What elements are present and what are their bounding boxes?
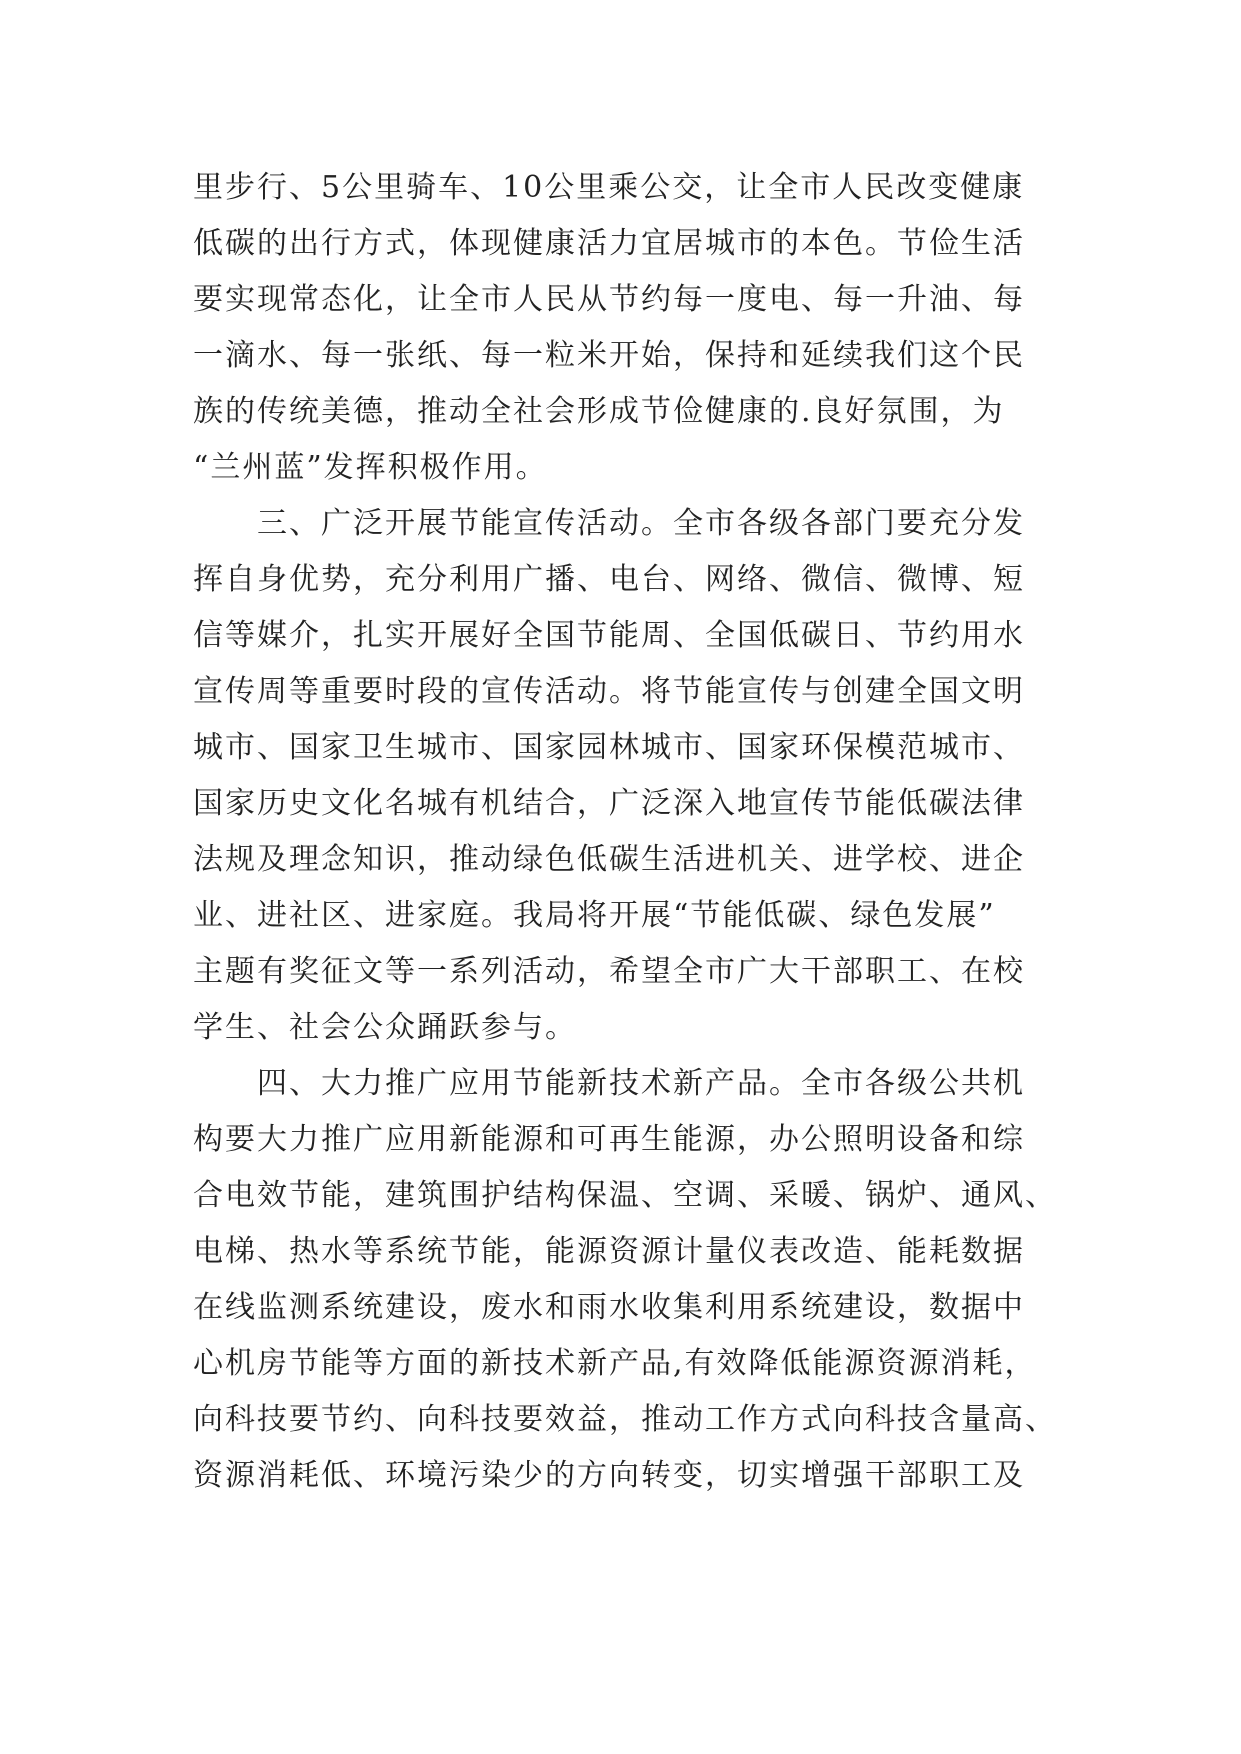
text-line: 心机房节能等方面的新技术新产品,有效降低能源资源消耗， [193, 1346, 1037, 1381]
text-line: 挥自身优势，充分利用广播、电台、网络、微信、微博、短 [193, 562, 1025, 597]
text-line: 电梯、热水等系统节能，能源资源计量仪表改造、能耗数据 [193, 1234, 1025, 1269]
text-line: 法规及理念知识，推动绿色低碳生活进机关、进学校、进企 [193, 842, 1025, 877]
text-line: 业、进社区、进家庭。我局将开展“节能低碳、绿色发展” [193, 898, 996, 933]
text-line: 低碳的出行方式，体现健康活力宜居城市的本色。节俭生活 [193, 226, 1025, 261]
text-line: 宣传周等重要时段的宣传活动。将节能宣传与创建全国文明 [193, 674, 1025, 709]
document-body [193, 160, 1073, 1504]
text-line: 里步行、5公里骑车、10公里乘公交，让全市人民改变健康 [193, 170, 1025, 205]
text-line: 国家历史文化名城有机结合，广泛深入地宣传节能低碳法律 [193, 786, 1025, 821]
text-line: 主题有奖征文等一系列活动，希望全市广大干部职工、在校 [193, 954, 1025, 989]
text-line: 城市、国家卫生城市、国家园林城市、国家环保模范城市、 [193, 730, 1025, 765]
text-line: 三、广泛开展节能宣传活动。全市各级各部门要充分发 [193, 506, 1025, 541]
text-line: 向科技要节约、向科技要效益，推动工作方式向科技含量高、 [193, 1402, 1057, 1437]
text-line: 合电效节能，建筑围护结构保温、空调、采暖、锅炉、通风、 [193, 1178, 1057, 1213]
text-line: 信等媒介，扎实开展好全国节能周、全国低碳日、节约用水 [193, 618, 1025, 653]
text-line: 学生、社会公众踊跃参与。 [193, 1010, 577, 1045]
text-line: 族的传统美德，推动全社会形成节俭健康的.良好氛围，为 [193, 394, 1005, 429]
text-line: 四、大力推广应用节能新技术新产品。全市各级公共机 [193, 1066, 1025, 1101]
text-line: 要实现常态化，让全市人民从节约每一度电、每一升油、每 [193, 282, 1025, 317]
text-line: 资源消耗低、环境污染少的方向转变，切实增强干部职工及 [193, 1458, 1025, 1493]
text-line: 一滴水、每一张纸、每一粒米开始，保持和延续我们这个民 [193, 338, 1025, 373]
text-line: “兰州蓝”发挥积极作用。 [193, 450, 548, 485]
text-line: 构要大力推广应用新能源和可再生能源，办公照明设备和综 [193, 1122, 1025, 1157]
text-line: 在线监测系统建设，废水和雨水收集利用系统建设，数据中 [193, 1290, 1025, 1325]
